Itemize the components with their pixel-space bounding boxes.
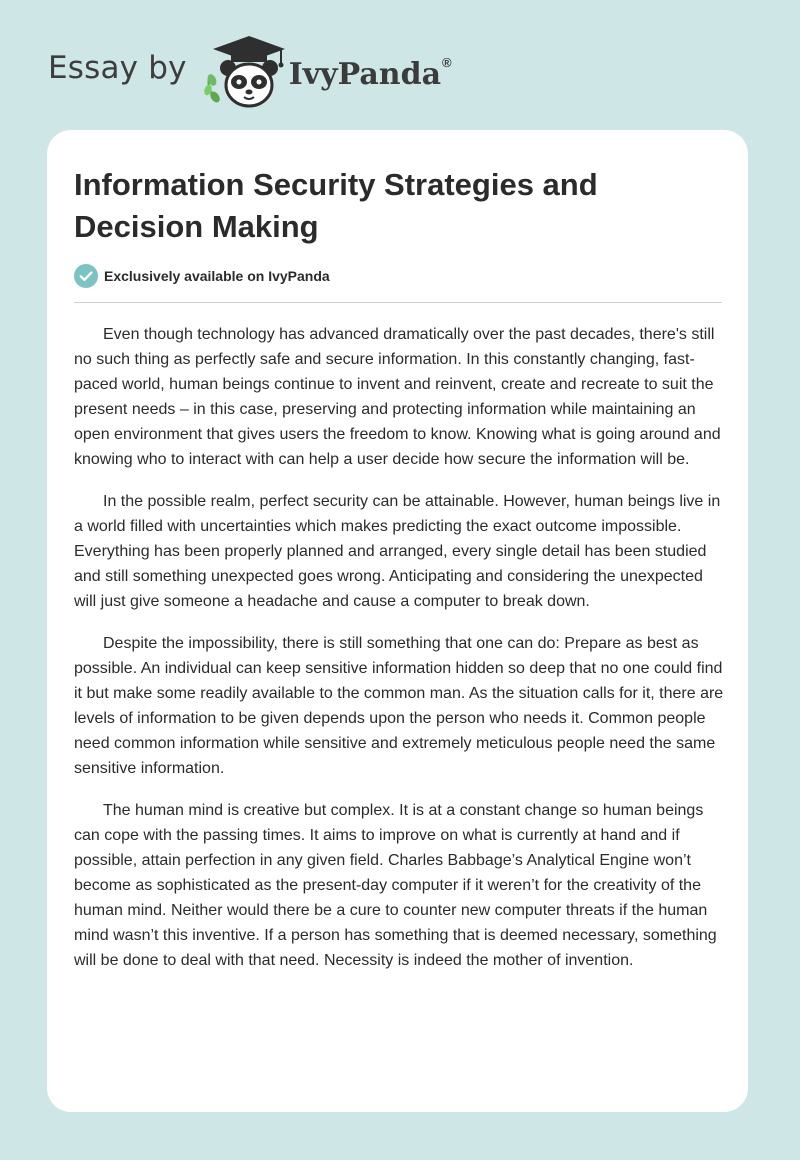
- essay-title: Information Security Strategies and Decision Making: [74, 167, 598, 244]
- check-circle-icon: [74, 264, 98, 288]
- brand-header: [48, 34, 452, 110]
- paragraph: In the possible realm, perfect security can be attainable. However, human beings live in a world filled with uncertainties which makes predicting the exact outcome impossible. Everything has been properly planned and arranged, every single detail has been studied and still something unexpected goes wrong. Anticipating and considering the unexpected will just give someone a headache and cause a computer to break down.: [74, 493, 721, 610]
- brand-prefix: Essay by: [48, 50, 187, 86]
- registered-mark: ®: [442, 54, 452, 70]
- exclusive-badge: [74, 264, 330, 288]
- essay-card: [47, 130, 748, 1112]
- divider: [74, 302, 722, 303]
- paragraph: The human mind is creative but complex. It is at a constant change so human beings can cope with the passing times. It aims to improve on what is currently at hand and if possible, attain perfection in any given field. Charles Babbage’s Analytical Engine won’t become as sophisticated as the present-day computer if it weren’t for the creativity of the human mind. Neither would there be a cure to counter new computer threats if the human mind wasn’t this inventive. If a person has something that is deemed necessary, something will be done to deal with that need. Necessity is indeed the mother of invention.: [74, 802, 717, 969]
- ivypanda-logo-icon[interactable]: [201, 34, 297, 110]
- paragraph: Despite the impossibility, there is still something that one can do: Prepare as best as possible. An individual can keep sensitive information hidden so deep that no one could find it but make some readily available to the common man. As the situation calls for it, there are levels of information to be given depends upon the person who needs it. Common people need common information while sensitive and extremely meticulous people need the same sensitive information.: [74, 635, 724, 777]
- essay-body: [74, 322, 724, 990]
- paragraph: Even though technology has advanced dramatically over the past decades, there's still no such thing as perfectly safe and secure information. In this constantly changing, fast-paced world, human beings continue to invent and reinvent, create and recreate to suit the present needs – in this case, preserving and protecting information while maintaining an open environment that gives users the freedom to know. Knowing what is going around and knowing who to interact with can help a user decide how secure the information will be.: [74, 326, 721, 468]
- badge-text: Exclusively available on IvyPanda: [104, 268, 330, 284]
- brand-name[interactable]: IvyPanda: [288, 56, 442, 92]
